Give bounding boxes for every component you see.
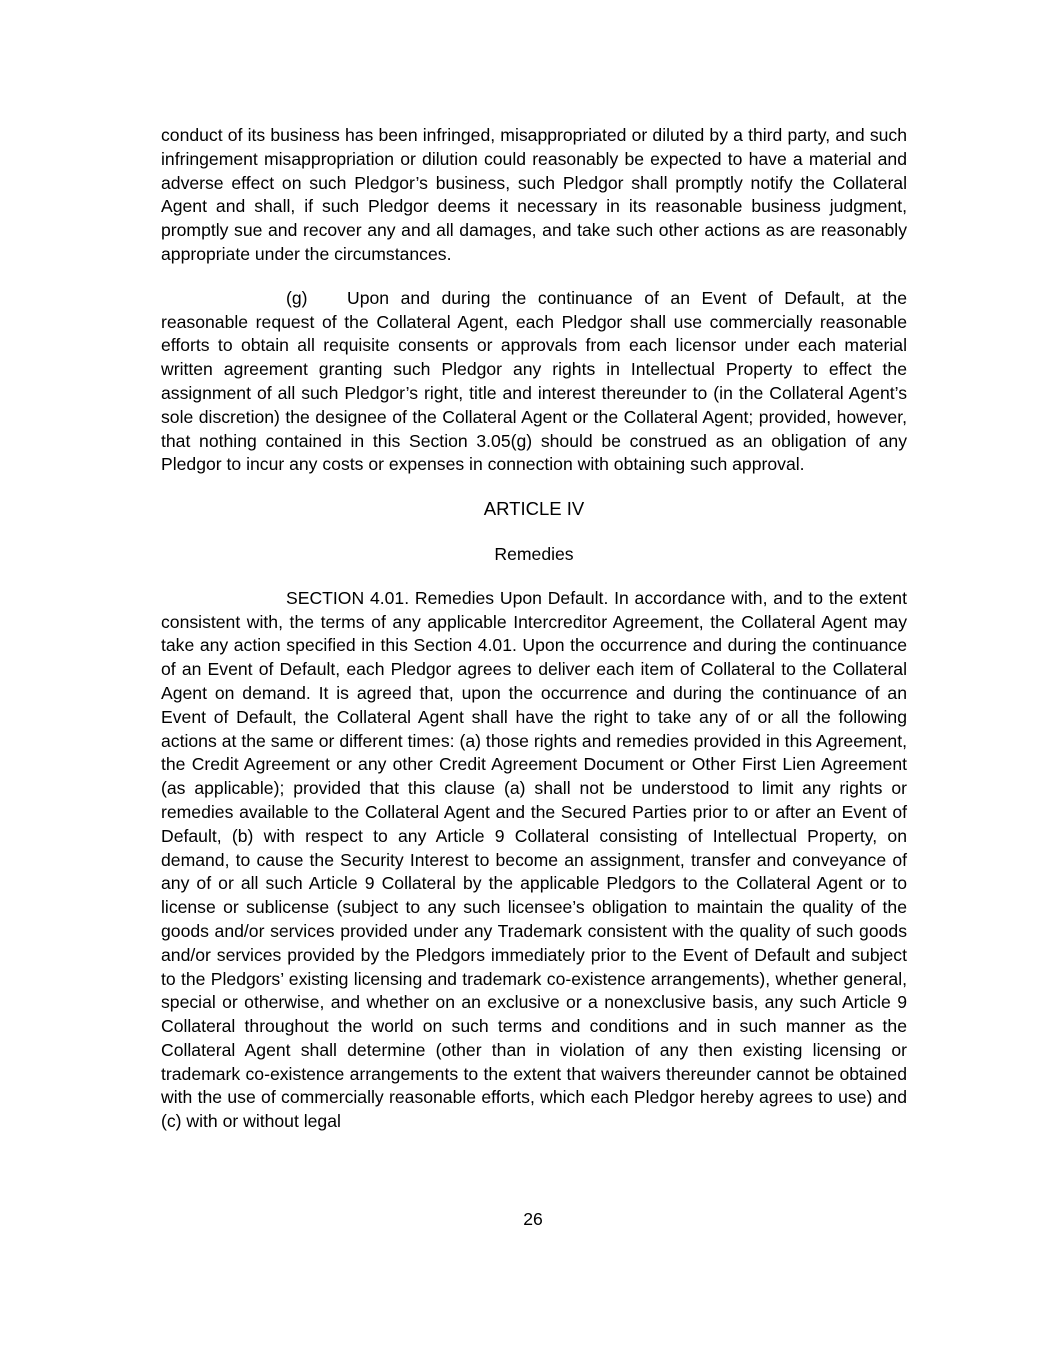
page-number: 26: [523, 1209, 543, 1229]
paragraph-g-text: Upon and during the continuance of an Event of Default, at the reasonable request of the Collateral Agent, each Pledgor shall use commercially reasonable efforts to obtain all requisite consents or approvals from each licensor under each material written agreement granting such Pledgor any rights in Intellectual Property to effect the assignment of all such Pledgor’s right, title and interest thereunder to (in the Collateral Agent’s sole discretion) the designee of the Collateral Agent or the Collateral Agent; provided, however, that nothing contained in this Section 3.05(g) should be construed as an obligation of any Pledgor to incur any costs or expenses in connection with obtaining such approval.: [161, 287, 907, 475]
document-page: [161, 124, 907, 1134]
section-4-01-paragraph: [161, 587, 907, 1134]
article-subheading: Remedies: [494, 543, 574, 564]
paragraph-spacer: [161, 267, 907, 287]
paragraph-f-continuation: conduct of its business has been infringed, misappropriated or diluted by a third party, and such infringement misappropriation or dilution could reasonably be expected to have a material and adverse effect on such Pledgor’s business, such Pledgor shall promptly notify the Collateral Agent and shall, if such Pledgor deems it necessary in its reasonable business judgment, promptly sue and recover any and all damages, and take such other actions as are reasonably appropriate under the circumstances.: [161, 125, 907, 264]
section-4-01-text: SECTION 4.01. Remedies Upon Default. In accordance with, and to the extent consistent with, the terms of any applicable Intercreditor Agreement, the Collateral Agent may take any action specified in this Section 4.01. Upon the occurrence and during the continuance of an Event of Default, each Pledgor agrees to deliver each item of Collateral to the Collateral Agent on demand. It is agreed that, upon the occurrence and during the continuance of an Event of Default, the Collateral Agent shall have the right to take any of or all the following actions at the same or different times: (a) those rights and remedies provided in this Agreement, the Credit Agreement or any other Credit Agreement Document or Other First Lien Agreement (as applicable); provided that this clause (a) shall not be understood to limit any rights or remedies available to the Collateral Agent and the Secured Parties prior to or after an Event of Default, (b) with respect to any Article 9 Collateral consisting of Intellectual Property, on demand, to cause the Security Interest to become an assignment, transfer and conveyance of any of or all such Article 9 Collateral by the applicable Pledgors to the Collateral Agent or to license or sublicense (subject to any such licensee’s obligation to maintain the quality of the goods and/or services provided under any Trademark consistent with the quality of such goods and/or services provided by the Pledgors immediately prior to the Event of Default and subject to the Pledgors’ existing licensing and trademark co-existence arrangements), whether general, special or otherwise, and whether on an exclusive or a nonexclusive basis, any such Article 9 Collateral throughout the world on such terms and conditions and in such manner as the Collateral Agent shall determine (other than in violation of any then existing licensing or trademark co-existence arrangements to the extent that waivers thereunder cannot be obtained with the use of commercially reasonable efforts, which each Pledgor hereby agrees to use) and (c) with or without legal: [161, 587, 907, 1132]
paragraph-g-label: (g): [286, 287, 308, 308]
paragraph-g: [161, 287, 907, 477]
article-heading: ARTICLE IV: [483, 498, 585, 520]
